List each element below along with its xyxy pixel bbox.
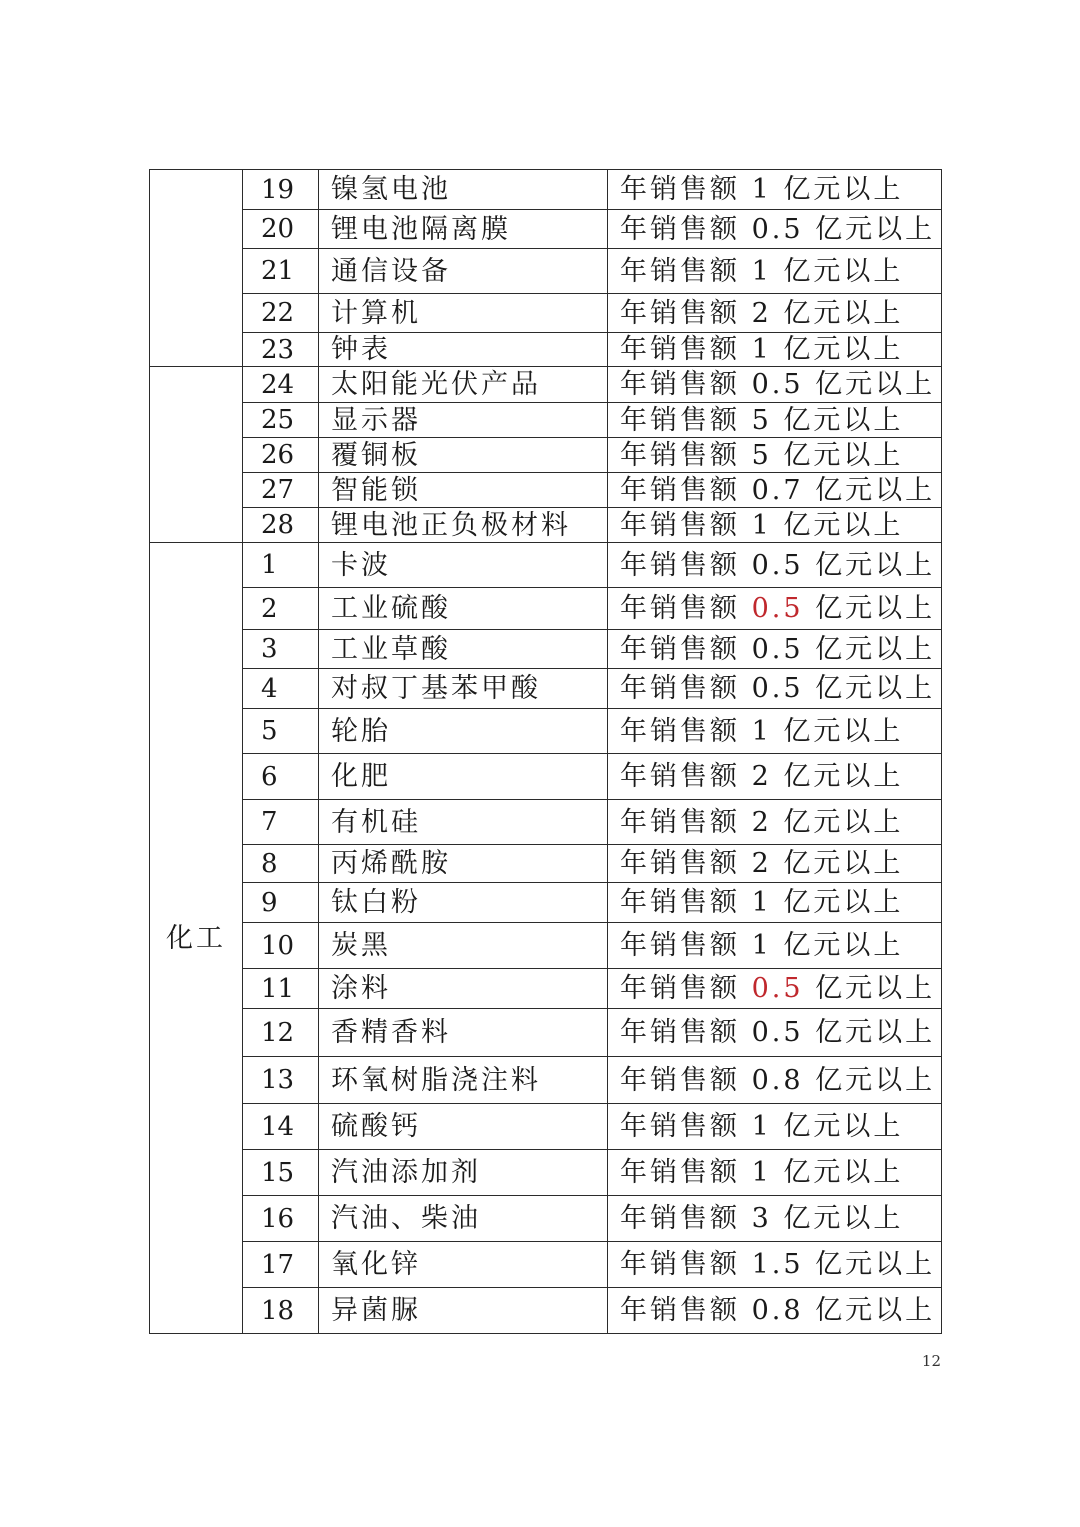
sales-prefix: 年销售额 bbox=[620, 848, 752, 879]
sales-value: 5 bbox=[751, 404, 772, 436]
sales-suffix: 亿元以上 bbox=[803, 1295, 936, 1326]
sales-value: 2 bbox=[751, 848, 772, 879]
sales-prefix: 年销售额 bbox=[620, 1203, 752, 1234]
product-name-cell: 轮胎 bbox=[319, 709, 608, 754]
sales-value: 0.5 bbox=[751, 1017, 804, 1048]
row-number-cell: 2 bbox=[243, 588, 319, 630]
row-number-cell: 15 bbox=[243, 1150, 319, 1196]
table-row bbox=[150, 923, 942, 969]
sales-prefix: 年销售额 bbox=[620, 549, 752, 581]
sales-prefix: 年销售额 bbox=[620, 213, 752, 245]
sales-value: 1 bbox=[751, 887, 772, 918]
sales-prefix: 年销售额 bbox=[620, 1064, 752, 1096]
row-number-cell: 13 bbox=[243, 1057, 319, 1104]
sales-value: 0.5 bbox=[751, 213, 804, 245]
row-number-cell: 10 bbox=[243, 923, 319, 969]
product-name-cell: 丙烯酰胺 bbox=[319, 845, 608, 883]
sales-threshold-cell bbox=[608, 1242, 942, 1288]
sales-threshold-cell bbox=[608, 543, 942, 588]
sales-value: 1 bbox=[751, 930, 772, 961]
row-number-cell: 27 bbox=[243, 473, 319, 508]
row-number-cell: 28 bbox=[243, 508, 319, 543]
sales-prefix: 年销售额 bbox=[620, 673, 752, 704]
category-cell: 化工 bbox=[150, 543, 243, 1334]
product-name-cell: 锂电池隔离膜 bbox=[319, 210, 608, 249]
table-row bbox=[150, 1009, 942, 1057]
sales-suffix: 亿元以上 bbox=[803, 593, 936, 624]
sales-threshold-cell bbox=[608, 294, 942, 333]
sales-suffix: 亿元以上 bbox=[771, 334, 904, 365]
row-number-cell: 4 bbox=[243, 669, 319, 709]
product-name-cell: 通信设备 bbox=[319, 249, 608, 294]
sales-value: 5 bbox=[751, 439, 772, 471]
sales-prefix: 年销售额 bbox=[620, 297, 752, 329]
product-name-cell: 钟表 bbox=[319, 333, 608, 367]
sales-threshold-cell bbox=[608, 800, 942, 845]
sales-threshold-cell bbox=[608, 754, 942, 800]
sales-threshold-cell bbox=[608, 1196, 942, 1242]
sales-prefix: 年销售额 bbox=[620, 404, 752, 436]
sales-value: 0.8 bbox=[751, 1295, 804, 1326]
page-number: 12 bbox=[921, 1352, 941, 1370]
row-number-cell: 1 bbox=[243, 543, 319, 588]
sales-prefix: 年销售额 bbox=[620, 1157, 752, 1188]
sales-suffix: 亿元以上 bbox=[803, 369, 936, 400]
sales-threshold-cell bbox=[608, 845, 942, 883]
sales-prefix: 年销售额 bbox=[620, 474, 752, 506]
sales-threshold-cell bbox=[608, 969, 942, 1009]
product-name-cell: 钛白粉 bbox=[319, 883, 608, 923]
sales-value: 0.5 bbox=[751, 593, 804, 624]
sales-prefix: 年销售额 bbox=[620, 369, 752, 400]
sales-suffix: 亿元以上 bbox=[771, 297, 904, 329]
product-name-cell: 太阳能光伏产品 bbox=[319, 367, 608, 403]
sales-value: 3 bbox=[751, 1203, 772, 1234]
sales-threshold-cell bbox=[608, 367, 942, 403]
product-name-cell: 有机硅 bbox=[319, 800, 608, 845]
sales-suffix: 亿元以上 bbox=[803, 1017, 936, 1048]
sales-threshold-cell bbox=[608, 883, 942, 923]
table-row bbox=[150, 969, 942, 1009]
sales-threshold-cell bbox=[608, 403, 942, 438]
sales-value: 0.5 bbox=[751, 673, 804, 704]
table-row bbox=[150, 754, 942, 800]
sales-suffix: 亿元以上 bbox=[771, 848, 904, 879]
table-row bbox=[150, 1150, 942, 1196]
row-number-cell: 21 bbox=[243, 249, 319, 294]
sales-prefix: 年销售额 bbox=[620, 761, 752, 792]
table-row bbox=[150, 1196, 942, 1242]
sales-prefix: 年销售额 bbox=[620, 509, 752, 541]
row-number-cell: 26 bbox=[243, 438, 319, 473]
product-name-cell: 对叔丁基苯甲酸 bbox=[319, 669, 608, 709]
table-row bbox=[150, 367, 942, 403]
product-name-cell: 镍氢电池 bbox=[319, 170, 608, 210]
row-number-cell: 11 bbox=[243, 969, 319, 1009]
product-name-cell: 环氧树脂浇注料 bbox=[319, 1057, 608, 1104]
table-row bbox=[150, 709, 942, 754]
sales-threshold-cell bbox=[608, 1057, 942, 1104]
sales-value: 1 bbox=[751, 1157, 772, 1188]
sales-prefix: 年销售额 bbox=[620, 1249, 752, 1280]
sales-value: 2 bbox=[751, 806, 772, 838]
product-name-cell: 氧化锌 bbox=[319, 1242, 608, 1288]
product-name-cell: 计算机 bbox=[319, 294, 608, 333]
table-row bbox=[150, 1104, 942, 1150]
sales-threshold-cell bbox=[608, 1009, 942, 1057]
product-name-cell: 工业草酸 bbox=[319, 630, 608, 669]
table-row bbox=[150, 1288, 942, 1334]
product-name-cell: 工业硫酸 bbox=[319, 588, 608, 630]
row-number-cell: 6 bbox=[243, 754, 319, 800]
product-name-cell: 智能锁 bbox=[319, 473, 608, 508]
sales-threshold-cell bbox=[608, 588, 942, 630]
row-number-cell: 18 bbox=[243, 1288, 319, 1334]
sales-prefix: 年销售额 bbox=[620, 715, 752, 747]
sales-prefix: 年销售额 bbox=[620, 973, 752, 1004]
sales-threshold-cell bbox=[608, 508, 942, 543]
product-name-cell: 化肥 bbox=[319, 754, 608, 800]
product-name-cell: 汽油添加剂 bbox=[319, 1150, 608, 1196]
sales-threshold-cell bbox=[608, 1288, 942, 1334]
sales-threshold-cell bbox=[608, 249, 942, 294]
sales-value: 1.5 bbox=[751, 1249, 804, 1280]
row-number-cell: 5 bbox=[243, 709, 319, 754]
sales-suffix: 亿元以上 bbox=[771, 404, 904, 436]
product-name-cell: 硫酸钙 bbox=[319, 1104, 608, 1150]
sales-value: 1 bbox=[751, 334, 772, 365]
table-row bbox=[150, 1242, 942, 1288]
row-number-cell: 16 bbox=[243, 1196, 319, 1242]
row-number-cell: 20 bbox=[243, 210, 319, 249]
sales-suffix: 亿元以上 bbox=[771, 509, 904, 541]
sales-prefix: 年销售额 bbox=[620, 1295, 752, 1326]
sales-prefix: 年销售额 bbox=[620, 255, 752, 287]
sales-suffix: 亿元以上 bbox=[771, 930, 904, 961]
sales-value: 0.5 bbox=[751, 633, 804, 665]
table-row bbox=[150, 210, 942, 249]
sales-suffix: 亿元以上 bbox=[803, 474, 936, 506]
sales-threshold-cell bbox=[608, 1104, 942, 1150]
row-number-cell: 22 bbox=[243, 294, 319, 333]
sales-threshold-cell bbox=[608, 210, 942, 249]
sales-suffix: 亿元以上 bbox=[771, 1203, 904, 1234]
sales-threshold-cell bbox=[608, 438, 942, 473]
table-row bbox=[150, 473, 942, 508]
row-number-cell: 14 bbox=[243, 1104, 319, 1150]
row-number-cell: 17 bbox=[243, 1242, 319, 1288]
sales-threshold-cell bbox=[608, 170, 942, 210]
sales-suffix: 亿元以上 bbox=[771, 806, 904, 838]
table-row bbox=[150, 249, 942, 294]
product-name-cell: 卡波 bbox=[319, 543, 608, 588]
sales-suffix: 亿元以上 bbox=[771, 761, 904, 792]
sales-value: 0.8 bbox=[751, 1064, 804, 1096]
table-row bbox=[150, 630, 942, 669]
sales-suffix: 亿元以上 bbox=[803, 549, 936, 581]
sales-suffix: 亿元以上 bbox=[803, 1249, 936, 1280]
sales-suffix: 亿元以上 bbox=[771, 715, 904, 747]
row-number-cell: 25 bbox=[243, 403, 319, 438]
sales-suffix: 亿元以上 bbox=[803, 973, 936, 1004]
table-row bbox=[150, 845, 942, 883]
table-row bbox=[150, 1057, 942, 1104]
sales-suffix: 亿元以上 bbox=[803, 213, 936, 245]
sales-threshold-cell bbox=[608, 669, 942, 709]
sales-value: 2 bbox=[751, 297, 772, 329]
product-name-cell: 涂料 bbox=[319, 969, 608, 1009]
sales-value: 1 bbox=[751, 174, 772, 205]
sales-value: 1 bbox=[751, 1111, 772, 1142]
sales-threshold-cell bbox=[608, 709, 942, 754]
sales-suffix: 亿元以上 bbox=[803, 633, 936, 665]
product-name-cell: 异菌脲 bbox=[319, 1288, 608, 1334]
product-name-cell: 汽油、柴油 bbox=[319, 1196, 608, 1242]
sales-suffix: 亿元以上 bbox=[771, 174, 904, 205]
sales-prefix: 年销售额 bbox=[620, 930, 752, 961]
category-cell bbox=[150, 170, 243, 367]
sales-suffix: 亿元以上 bbox=[803, 673, 936, 704]
sales-prefix: 年销售额 bbox=[620, 887, 752, 918]
sales-value: 1 bbox=[751, 509, 772, 541]
sales-value: 0.5 bbox=[751, 369, 804, 400]
sales-suffix: 亿元以上 bbox=[771, 439, 904, 471]
product-name-cell: 炭黑 bbox=[319, 923, 608, 969]
sales-prefix: 年销售额 bbox=[620, 1111, 752, 1142]
sales-threshold-cell bbox=[608, 923, 942, 969]
sales-suffix: 亿元以上 bbox=[771, 1157, 904, 1188]
row-number-cell: 7 bbox=[243, 800, 319, 845]
table-row bbox=[150, 333, 942, 367]
sales-value: 1 bbox=[751, 255, 772, 287]
row-number-cell: 3 bbox=[243, 630, 319, 669]
table-row bbox=[150, 403, 942, 438]
sales-prefix: 年销售额 bbox=[620, 633, 752, 665]
sales-suffix: 亿元以上 bbox=[803, 1064, 936, 1096]
row-number-cell: 19 bbox=[243, 170, 319, 210]
sales-value: 1 bbox=[751, 715, 772, 747]
sales-value: 0.5 bbox=[751, 973, 804, 1004]
row-number-cell: 8 bbox=[243, 845, 319, 883]
sales-prefix: 年销售额 bbox=[620, 806, 752, 838]
sales-threshold-cell bbox=[608, 1150, 942, 1196]
row-number-cell: 12 bbox=[243, 1009, 319, 1057]
sales-prefix: 年销售额 bbox=[620, 1017, 752, 1048]
product-name-cell: 锂电池正负极材料 bbox=[319, 508, 608, 543]
table-row bbox=[150, 800, 942, 845]
sales-value: 0.7 bbox=[751, 474, 804, 506]
row-number-cell: 23 bbox=[243, 333, 319, 367]
table-row bbox=[150, 170, 942, 210]
product-name-cell: 覆铜板 bbox=[319, 438, 608, 473]
sales-suffix: 亿元以上 bbox=[771, 887, 904, 918]
table-row bbox=[150, 669, 942, 709]
product-threshold-table bbox=[149, 169, 942, 1334]
sales-prefix: 年销售额 bbox=[620, 334, 752, 365]
sales-threshold-cell bbox=[608, 333, 942, 367]
table-body bbox=[150, 170, 942, 1334]
sales-value: 2 bbox=[751, 761, 772, 792]
product-name-cell: 香精香料 bbox=[319, 1009, 608, 1057]
table-row bbox=[150, 588, 942, 630]
sales-threshold-cell bbox=[608, 630, 942, 669]
sales-value: 0.5 bbox=[751, 549, 804, 581]
sales-prefix: 年销售额 bbox=[620, 439, 752, 471]
sales-prefix: 年销售额 bbox=[620, 593, 752, 624]
table-row bbox=[150, 508, 942, 543]
sales-threshold-cell bbox=[608, 473, 942, 508]
table-row bbox=[150, 883, 942, 923]
sales-suffix: 亿元以上 bbox=[771, 1111, 904, 1142]
row-number-cell: 24 bbox=[243, 367, 319, 403]
sales-prefix: 年销售额 bbox=[620, 174, 752, 205]
table-row bbox=[150, 543, 942, 588]
table-row bbox=[150, 294, 942, 333]
sales-suffix: 亿元以上 bbox=[771, 255, 904, 287]
product-name-cell: 显示器 bbox=[319, 403, 608, 438]
table-row bbox=[150, 438, 942, 473]
row-number-cell: 9 bbox=[243, 883, 319, 923]
category-cell bbox=[150, 367, 243, 543]
